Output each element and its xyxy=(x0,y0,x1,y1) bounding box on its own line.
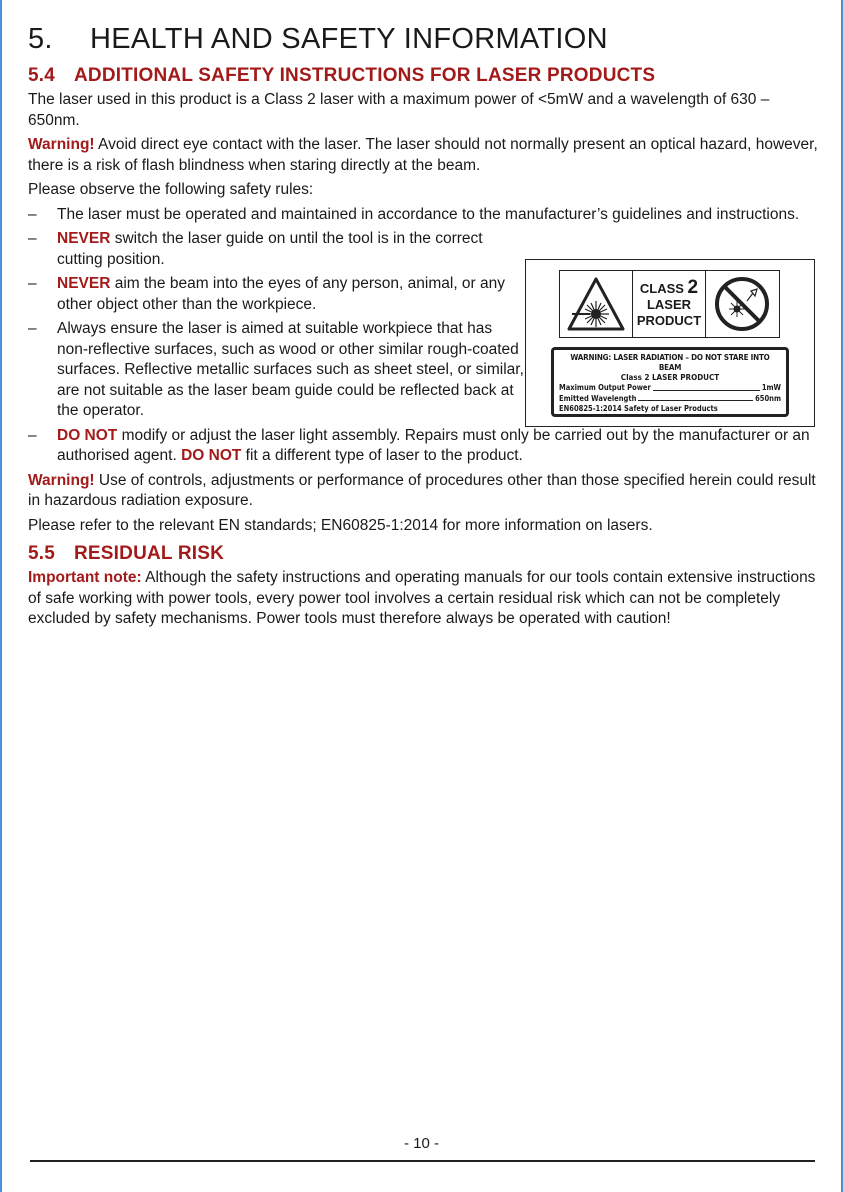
plate-title: WARNING: LASER RADIATION – DO NOT STARE INTO BEAM xyxy=(570,353,770,372)
rule-emphasis: DO NOT xyxy=(181,447,242,464)
product-word: PRODUCT xyxy=(636,312,702,328)
list-dash: – xyxy=(28,275,37,292)
important-note-text: Although the safety instructions and operating manuals for our tools contain extensive instructions of safe working with power tools, every power tool involves a certain residual risk which can not be completely excluded by safety mechanisms. Power tools must therefore always be operated with caution! xyxy=(28,569,816,627)
list-dash: – xyxy=(28,320,37,337)
warning-text-1: Avoid direct eye contact with the laser. The laser should not normally present an optical hazard, however, there is a risk of flash blindness when staring directly at the beam. xyxy=(28,136,818,174)
rule-item xyxy=(28,205,818,226)
rule-text: Always ensure the laser is aimed at suitable workpiece that has non-reflective surfaces, such as wood or other similar rough-coated surfaces. Reflective metallic surfaces such as sheet steel, or similar, are not suitable as the laser beam guide could be reflected back at the operator. xyxy=(57,320,524,419)
warning-label-2: Warning! xyxy=(28,471,95,489)
standard-text: EN60825-1:2014 Safety of Laser Products xyxy=(559,404,718,413)
warning-paragraph-2 xyxy=(28,471,818,512)
rule-text: modify or adjust the laser light assembly. Repairs must only be carried out by the manufacturer or an authorised agent. xyxy=(57,426,810,464)
laser-word: LASER xyxy=(646,296,692,312)
important-note-label: Important note: xyxy=(28,569,142,586)
laser-label-figure xyxy=(525,259,815,427)
laser-warning-plate xyxy=(551,347,789,417)
rules-intro: Please observe the following safety rules: xyxy=(28,181,314,198)
rule-text: fit a different type of laser to the product. xyxy=(241,447,523,464)
section-54-heading xyxy=(28,64,818,88)
plate-row-standard xyxy=(559,404,781,415)
page-number: - 10 - xyxy=(403,1135,439,1152)
class-2-cell xyxy=(633,271,706,337)
laser-hazard-icon xyxy=(566,276,626,332)
power-value: 1mW xyxy=(761,383,781,392)
class-number: 2 xyxy=(687,276,699,298)
section-55-title: RESIDUAL RISK xyxy=(74,543,225,564)
standards-reference: Please refer to the relevant EN standards; EN60825-1:2014 for more information on lasers. xyxy=(28,516,653,534)
page-border-left xyxy=(0,0,2,1192)
warning-text-2: Use of controls, adjustments or performance of procedures other than those specified herein could result in hazardous radiation exposure. xyxy=(28,471,816,509)
laser-intro: The laser used in this product is a Class 2 laser with a maximum power of <5mW and a wavelength of 630 – 650nm. xyxy=(28,91,770,129)
laser-hazard-cell xyxy=(560,271,633,337)
rule-text: aim the beam into the eyes of any person, animal, or any other object other than the workpiece. xyxy=(57,275,506,313)
section-55-number: 5.5 xyxy=(28,543,56,564)
section-54-number: 5.4 xyxy=(28,65,56,86)
rule-item xyxy=(28,426,818,467)
rule-item xyxy=(28,229,527,270)
section-54-title: ADDITIONAL SAFETY INSTRUCTIONS FOR LASER PRODUCTS xyxy=(74,65,656,86)
list-dash: – xyxy=(28,205,37,223)
rule-text: The laser must be operated and maintained in accordance to the manufacturer’s guidelines and instructions. xyxy=(57,205,800,223)
rule-emphasis: NEVER xyxy=(57,275,111,292)
no-stare-cell xyxy=(706,271,778,337)
power-label: Maximum Output Power xyxy=(559,383,651,392)
wavelength-label: Emitted Wavelength xyxy=(559,393,637,403)
chapter-heading xyxy=(28,20,818,58)
rule-text: switch the laser guide on until the tool is in the correct cutting position. xyxy=(57,230,483,268)
wavelength-value: 650nm xyxy=(755,393,781,403)
rule-emphasis: NEVER xyxy=(57,230,111,247)
plate-row-power xyxy=(559,383,781,394)
section-55-heading xyxy=(28,542,818,566)
rule-item xyxy=(28,319,527,422)
rule-emphasis: DO NOT xyxy=(57,426,118,444)
chapter-number: 5. xyxy=(28,23,53,55)
laser-sign-row xyxy=(559,270,780,338)
list-dash: – xyxy=(28,230,37,247)
list-dash: – xyxy=(28,426,37,444)
rule-item xyxy=(28,274,527,315)
plate-subtitle: Class 2 LASER PRODUCT xyxy=(620,373,720,382)
residual-risk-paragraph xyxy=(28,568,818,630)
chapter-title: HEALTH AND SAFETY INFORMATION xyxy=(90,23,608,55)
class-word: CLASS xyxy=(639,280,684,296)
warning-paragraph-1 xyxy=(28,135,818,176)
footer-rule xyxy=(30,1160,815,1162)
plate-row-wavelength xyxy=(559,394,781,405)
no-stare-prohibition-icon xyxy=(713,275,771,333)
warning-label-1: Warning! xyxy=(28,136,95,153)
